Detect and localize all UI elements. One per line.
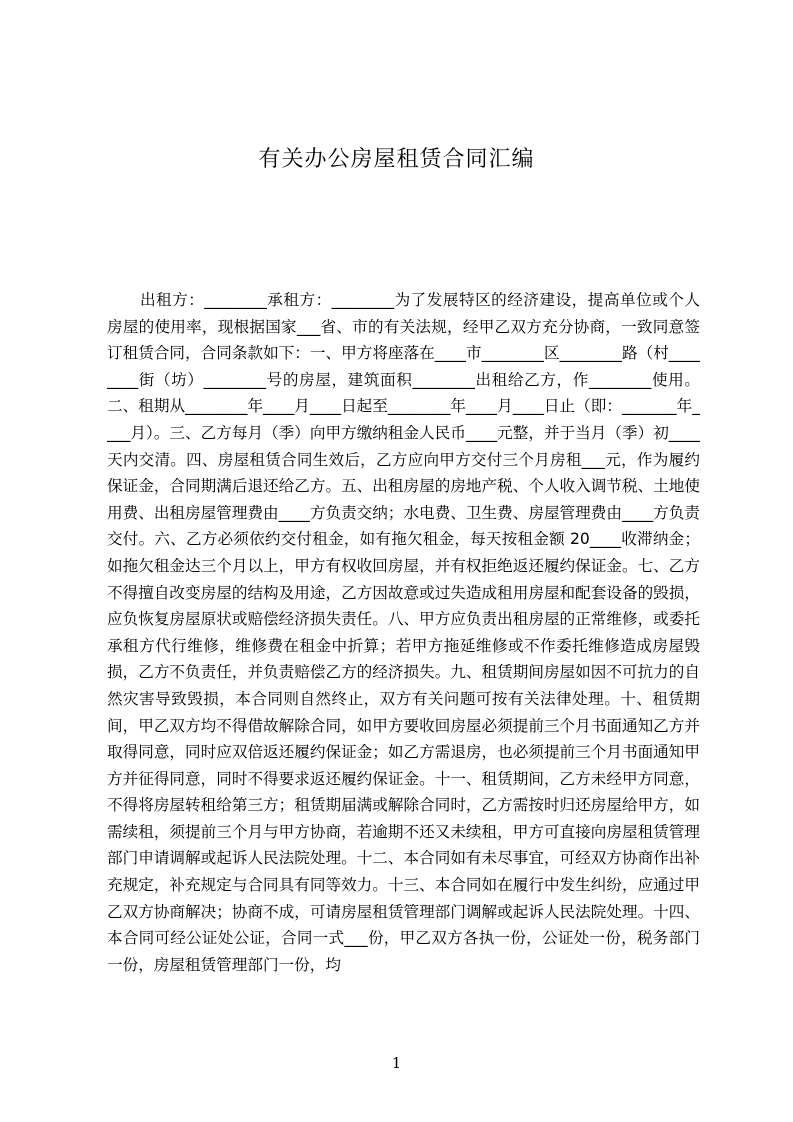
contract-body-text: 出租方：________承租方：________为了发展特区的经济建设，提高单位或个人房屋的使用率，现根据国家___省、市的有关法规，经甲乙双方充分协商，一致同意签订租赁合同，合同条款如下：一、甲方将座落在____市________区________路（村________街（坊）________号的房屋，建筑面积________出租给乙方，作________使用。二、租期从________年____月____日起至________年____月____日止（即：_______年____月）。三、乙方每月（季）向甲方缴纳租金人民币____元整，并于当月（季）初____天内交清。四、房屋租赁合同生效后，乙方应向甲方交付三个月房租___元，作为履约保证金，合同期满后退还给乙方。五、出租房屋的房地产税、个人收入调节税、土地使用费、出租房屋管理费由____方负责交纳；水电费、卫生费、房屋管理费由____方负责交付。六、乙方必须依约交付租金，如有拖欠租金，每天按租金额 20____收滞纳金；如拖欠租金达三个月以上，甲方有权收回房屋，并有权拒绝返还履约保证金。七、乙方不得擅自改变房屋的结构及用途，乙方因故意或过失造成租用房屋和配套设备的毁损，应负恢复房屋原状或赔偿经济损失责任。八、甲方应负责出租房屋的正常维修，或委托承租方代行维修，维修费在租金中折算；若甲方拖延维修或不作委托维修造成房屋毁损，乙方不负责任，并负责赔偿乙方的经济损失。九、租赁期间房屋如因不可抗力的自然灾害导致毁损，本合同则自然终止，双方有关问题可按有关法律处理。十、租赁期间，甲乙双方均不得借故解除合同，如甲方要收回房屋必须提前三个月书面通知乙方并取得同意，同时应双倍返还履约保证金；如乙方需退房，也必须提前三个月书面通知甲方并征得同意，同时不得要求返还履约保证金。十一、租赁期间，乙方未经甲方同意，不得将房屋转租给第三方；租赁期届满或解除合同时，乙方需按时归还房屋给甲方，如需续租，须提前三个月与甲方协商，若逾期不还又未续租，甲方可直接向房屋租赁管理部门申请调解或起诉人民法院处理。十二、本合同如有未尽事宜，可经双方协商作出补充规定，补充规定与合同具有同等效力。十三、本合同如在履行中发生纠纷，应通过甲乙双方协商解决；协商不成，可请房屋租赁管理部门调解或起诉人民法院处理。十四、本合同可经公证处公证，合同一式___份，甲乙双方各执一份，公证处一份，税务部门一份，房屋租赁管理部门一份，均 <box>107 291 700 974</box>
document-title: 有关办公房屋租赁合同汇编 <box>258 147 535 172</box>
page-number: 1 <box>391 1054 402 1072</box>
